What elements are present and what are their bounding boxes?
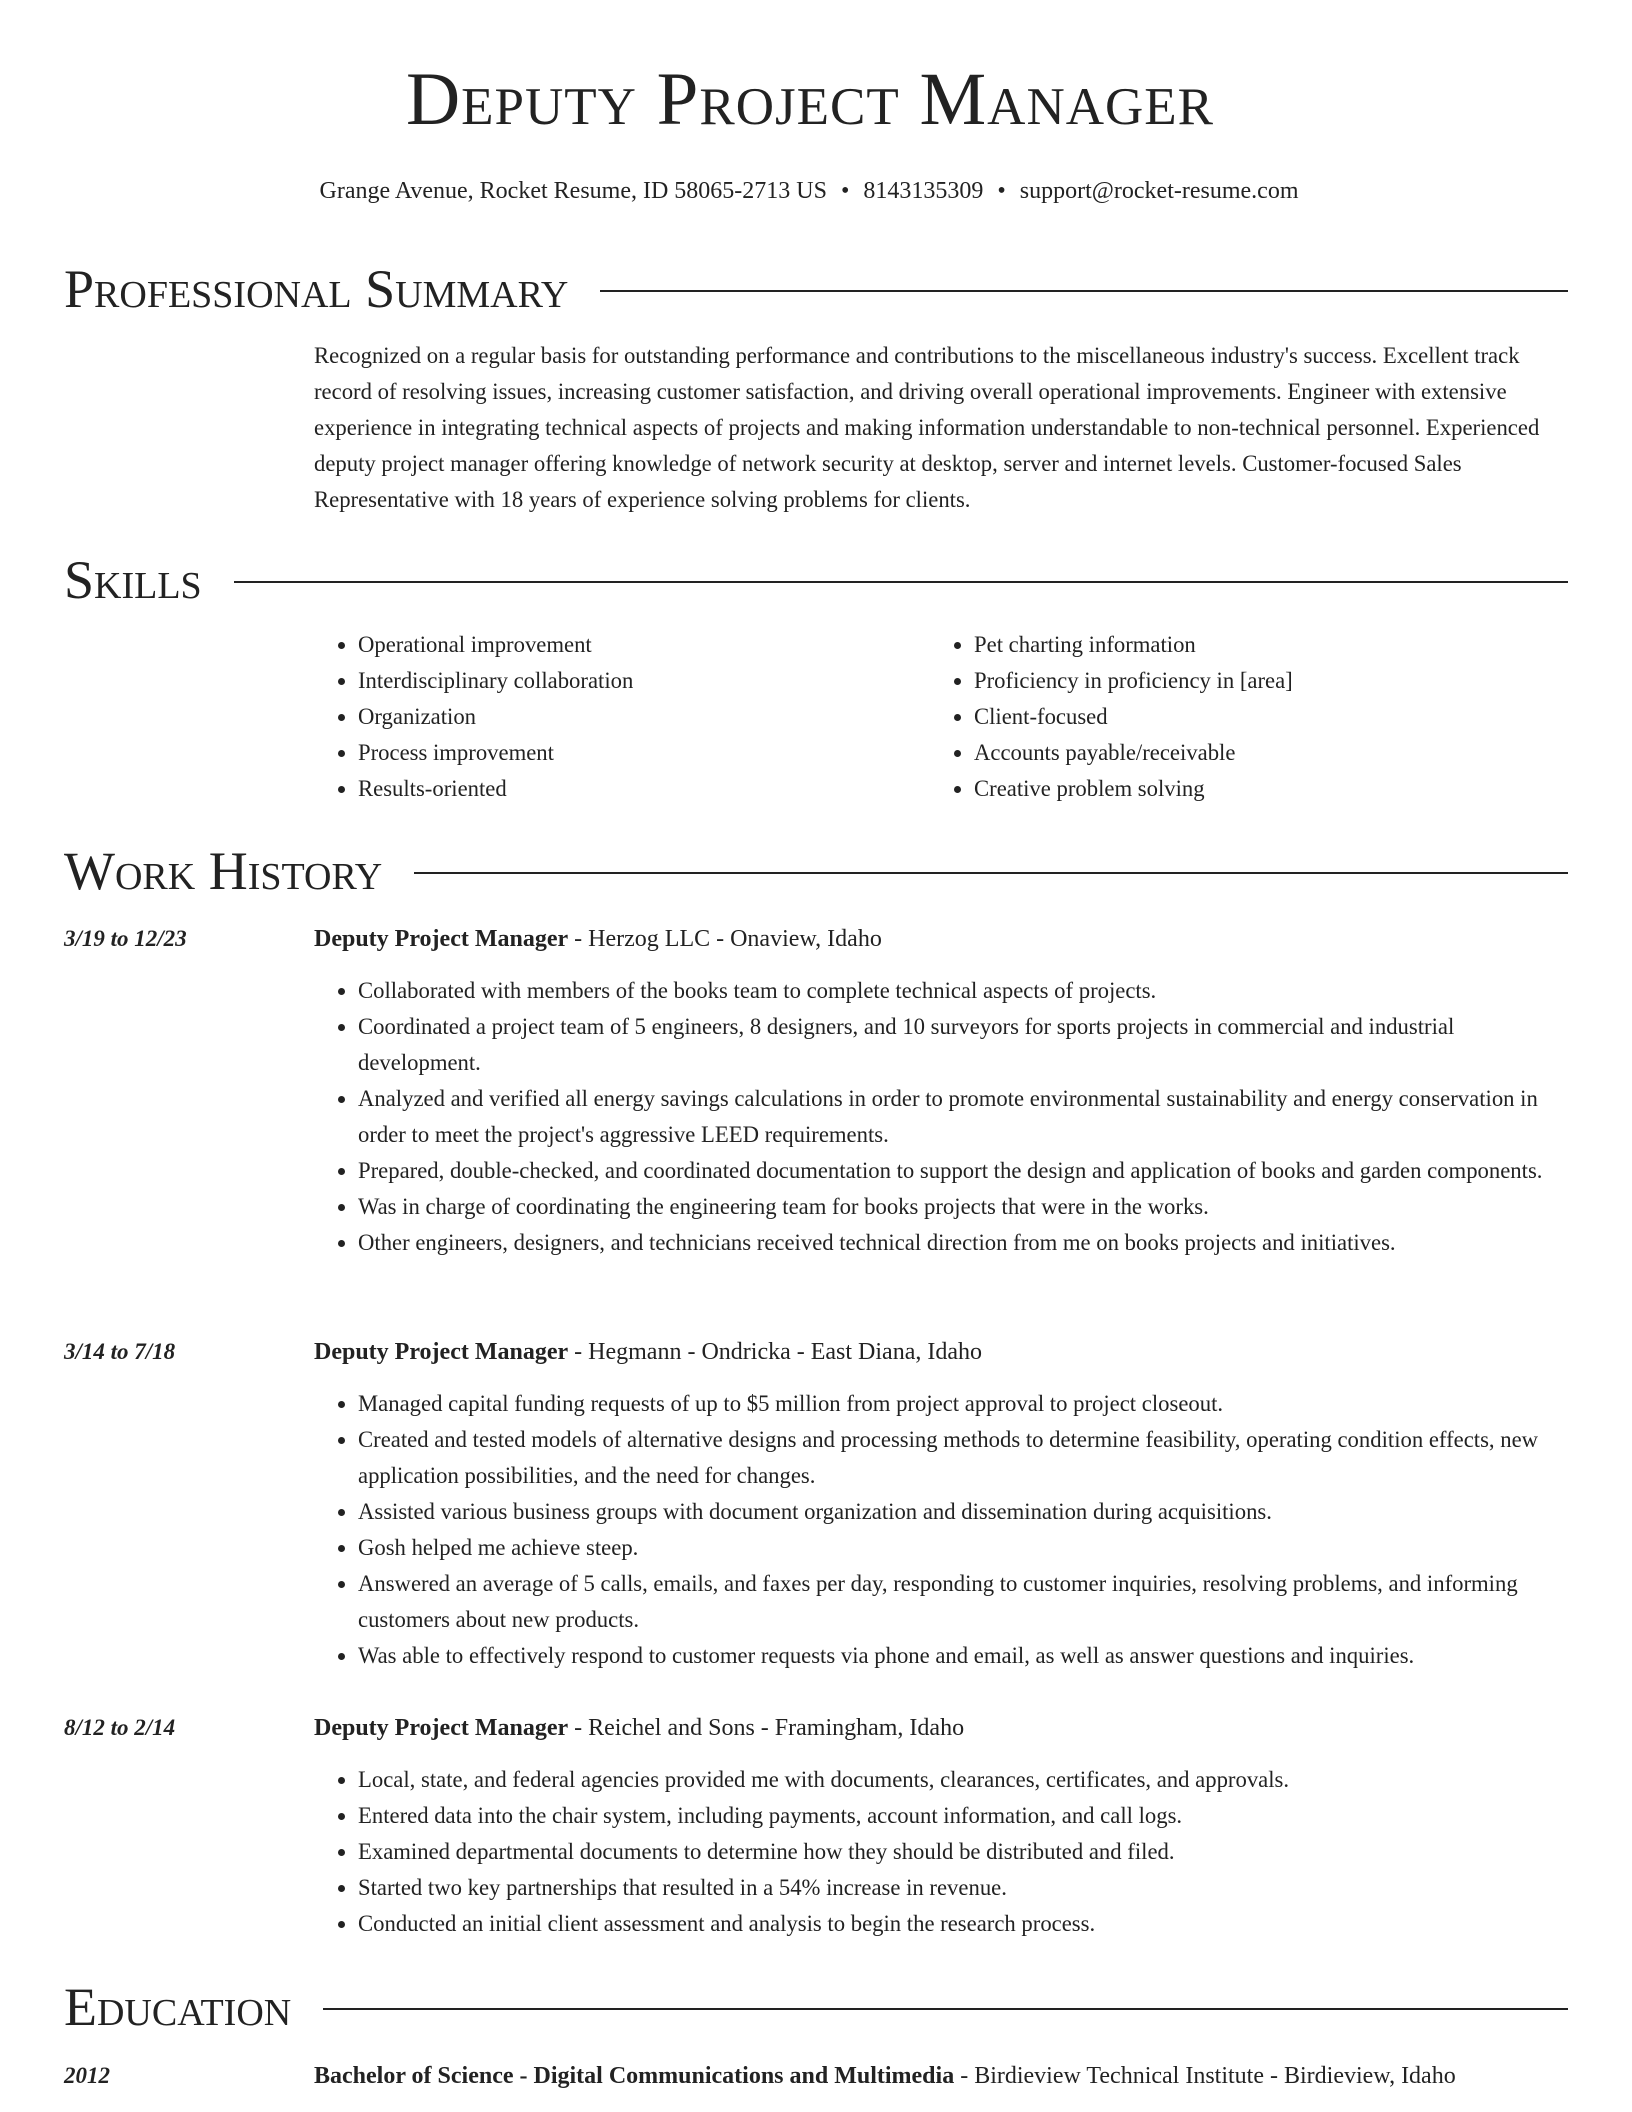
skill-item: • Operational improvement xyxy=(358,627,930,663)
skill-item: • Creative problem solving xyxy=(974,771,1546,807)
job-bullet: • Was in charge of coordinating the engineering team for books projects that were in the works. xyxy=(358,1189,1574,1225)
skills-section-header xyxy=(64,550,1568,610)
job-bullets xyxy=(314,973,1574,1261)
job-bullet: • Started two key partnerships that resulted in a 54% increase in revenue. xyxy=(358,1870,1574,1906)
contact-separator: • xyxy=(840,178,850,204)
summary-text: Recognized on a regular basis for outstanding performance and contributions to the miscellaneous industry's success. Excellent track record of resolving issues, increasing customer satisfaction, and driving overall operational improvements. Engineer with extensive experience in integrating technical aspects of projects and making information understandable to non-technical personnel. Experienced deputy project manager offering knowledge of network security at desktop, server and internet levels. Customer-focused Sales Representative with 18 years of experience solving problems for clients. xyxy=(314,343,1540,512)
work-section-title: Work History xyxy=(64,841,383,901)
education-degree: Bachelor of Science - Digital Communications and Multimedia xyxy=(314,2063,955,2089)
job-date: 8/12 to 2/14 xyxy=(64,1715,176,1740)
contact-separator: • xyxy=(997,178,1006,204)
job-bullet: • Answered an average of 5 calls, emails, and faxes per day, responding to customer inquiries, resolving problems, and informing customers about new products. xyxy=(358,1566,1574,1638)
skill-item: • Organization xyxy=(358,699,930,735)
job-details: - Herzog LLC - Onaview, Idaho xyxy=(568,926,882,952)
skill-item: • Interdisciplinary collaboration xyxy=(358,663,930,699)
job-bullet: • Gosh helped me achieve steep. xyxy=(358,1530,1574,1566)
education-details: - Birdieview Technical Institute - Birdieview, Idaho xyxy=(954,2063,1456,2089)
skills-list xyxy=(314,627,1572,807)
job-heading xyxy=(314,1710,1574,1746)
resume-name: Deputy Project Manager xyxy=(405,58,1214,141)
job-bullet: • Assisted various business groups with document organization and dissemination during acquisitions. xyxy=(358,1494,1574,1530)
contact-line xyxy=(0,178,1618,205)
job-details: - Hegmann - Ondricka - East Diana, Idaho xyxy=(568,1339,983,1365)
skill-item: • Pet charting information xyxy=(974,627,1546,663)
job-heading xyxy=(314,1334,1574,1370)
job-bullet: • Conducted an initial client assessment and analysis to begin the research process. xyxy=(358,1906,1574,1942)
summary-section-title: Professional Summary xyxy=(64,259,569,319)
job-bullet: • Collaborated with members of the books team to complete technical aspects of projects. xyxy=(358,973,1574,1009)
job-bullet: • Entered data into the chair system, including payments, account information, and call logs. xyxy=(358,1798,1574,1834)
job-date: 3/19 to 12/23 xyxy=(64,926,187,951)
skills-section-title: Skills xyxy=(64,550,202,610)
job-bullet: • Examined departmental documents to determine how they should be distributed and filed. xyxy=(358,1834,1574,1870)
job-date: 3/14 to 7/18 xyxy=(64,1339,176,1364)
skill-item: • Proficiency in proficiency in [area] xyxy=(974,663,1546,699)
contact-email: support@rocket-resume.com xyxy=(1019,178,1299,204)
job-role: Deputy Project Manager xyxy=(314,926,569,952)
skill-item: • Accounts payable/receivable xyxy=(974,735,1546,771)
skills-column-left xyxy=(314,627,930,807)
job-role: Deputy Project Manager xyxy=(314,1339,569,1365)
skill-item: • Process improvement xyxy=(358,735,930,771)
education-section-title: Education xyxy=(64,1977,292,2037)
job-bullet: • Local, state, and federal agencies provided me with documents, clearances, certificates, and approvals. xyxy=(358,1762,1574,1798)
job-bullets xyxy=(314,1762,1574,1942)
job-bullet: • Other engineers, designers, and technicians received technical direction from me on books projects and initiatives. xyxy=(358,1225,1574,1261)
job-bullet: • Coordinated a project team of 5 engineers, 8 designers, and 10 surveyors for sports projects in commercial and industrial development. xyxy=(358,1009,1574,1081)
job-bullets xyxy=(314,1386,1574,1674)
summary-section-header xyxy=(64,259,1568,319)
skill-item: • Results-oriented xyxy=(358,771,930,807)
job-bullet: • Prepared, double-checked, and coordinated documentation to support the design and application of books and garden components. xyxy=(358,1153,1574,1189)
section-divider xyxy=(414,872,1568,874)
job-role: Deputy Project Manager xyxy=(314,1715,569,1741)
job-heading xyxy=(314,921,1574,957)
section-divider xyxy=(234,581,1568,583)
job-bullet: • Was able to effectively respond to customer requests via phone and email, as well as answer questions and inquiries. xyxy=(358,1638,1574,1674)
education-date: 2012 xyxy=(64,2063,110,2088)
section-divider xyxy=(323,2008,1568,2010)
work-section-header xyxy=(64,841,1568,901)
job-details: - Reichel and Sons - Framingham, Idaho xyxy=(568,1715,965,1741)
section-divider xyxy=(600,290,1568,292)
education-section-header xyxy=(64,1977,1568,2037)
skill-item: • Client-focused xyxy=(974,699,1546,735)
job-bullet: • Managed capital funding requests of up to $5 million from project approval to project closeout. xyxy=(358,1386,1574,1422)
job-bullet: • Analyzed and verified all energy savings calculations in order to promote environmental sustainability and energy conservation in order to meet the project's aggressive LEED requirements. xyxy=(358,1081,1574,1153)
education-heading xyxy=(314,2058,1572,2094)
contact-phone: 8143135309 xyxy=(863,178,984,204)
skills-column-right xyxy=(930,627,1546,807)
contact-address: Grange Avenue, Rocket Resume, ID 58065-2713 US xyxy=(319,178,827,204)
job-bullet: • Created and tested models of alternative designs and processing methods to determine feasibility, operating condition effects, new application possibilities, and the need for changes. xyxy=(358,1422,1574,1494)
